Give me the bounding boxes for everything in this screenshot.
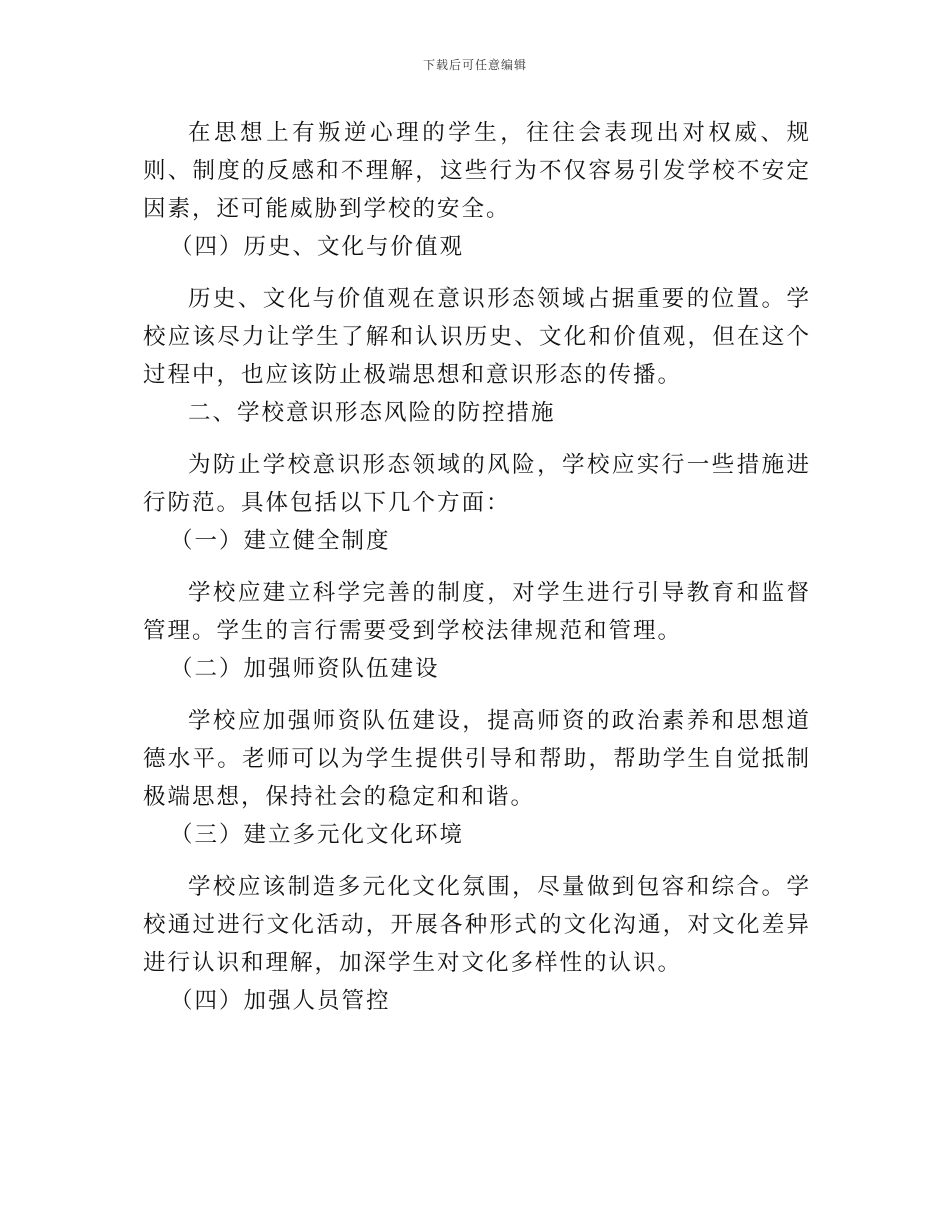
paragraph: 学校应加强师资队伍建设，提高师资的政治素养和思想道德水平。老师可以为学生提供引导和帮助，帮助学生自觉抵制极端思想，保持社会的稳定和和谐。 (143, 708, 811, 810)
paragraph: 历史、文化与价值观在意识形态领域占据重要的位置。学校应该尽力让学生了解和认识历史、文化和价值观，但在这个过程中，也应该防止极端思想和意识形态的传播。 (143, 286, 811, 388)
section-subheading: （四）历史、文化与价值观 (170, 234, 465, 260)
paragraph: 学校应该制造多元化文化氛围，尽量做到包容和综合。学校通过进行文化活动，开展各种形式的文化沟通，对文化差异进行认识和理解，加深学生对文化多样性的认识。 (143, 874, 811, 976)
paragraph: 为防止学校意识形态领域的风险，学校应实行一些措施进行防范。具体包括以下几个方面： (143, 452, 811, 516)
section-subheading: （三）建立多元化文化环境 (170, 822, 465, 848)
header-note: 下载后可任意编辑 (422, 58, 527, 72)
section-heading: 二、学校意识形态风险的防控措施 (188, 400, 556, 426)
document-body (143, 114, 811, 1020)
section-subheading: （四）加强人员管控 (170, 988, 391, 1014)
paragraph: 在思想上有叛逆心理的学生，往往会表现出对权威、规则、制度的反感和不理解，这些行为不仅容易引发学校不安定因素，还可能威胁到学校的安全。 (143, 120, 811, 222)
paragraph: 学校应建立科学完善的制度，对学生进行引导教育和监督管理。学生的言行需要受到学校法律规范和管理。 (143, 580, 811, 644)
section-subheading: （二）加强师资队伍建设 (170, 656, 440, 682)
section-subheading: （一）建立健全制度 (170, 528, 391, 554)
